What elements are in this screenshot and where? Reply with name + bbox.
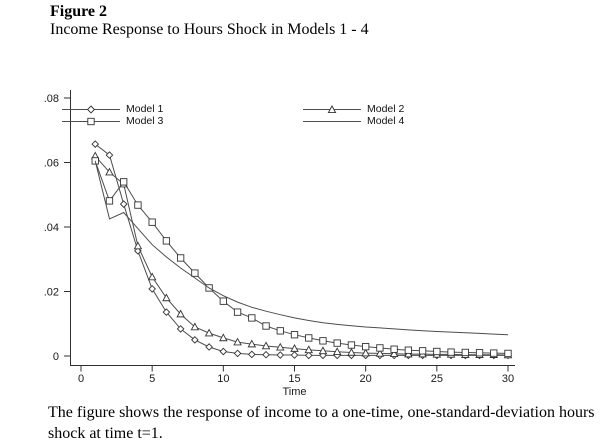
svg-text:15: 15 bbox=[288, 373, 301, 385]
svg-text:20: 20 bbox=[359, 373, 372, 385]
legend-item-model-4 bbox=[303, 116, 404, 126]
series-model-2 bbox=[92, 152, 512, 357]
legend-item-model-3 bbox=[62, 116, 163, 126]
svg-text:0: 0 bbox=[52, 351, 59, 363]
svg-text:10: 10 bbox=[217, 373, 230, 385]
square-marker-icon bbox=[62, 117, 120, 126]
svg-text:5: 5 bbox=[149, 373, 156, 385]
x-axis-label: Time bbox=[282, 386, 307, 398]
series-model-4 bbox=[95, 161, 508, 335]
svg-text:.08: .08 bbox=[43, 93, 59, 105]
triangle-marker-icon bbox=[303, 105, 361, 114]
figure-caption: The figure shows the response of income to a one-time, one-standard-deviation hours shock at time t=1. bbox=[48, 404, 595, 442]
plain-line-icon bbox=[303, 117, 361, 126]
chart-plot-area bbox=[0, 50, 600, 400]
figure-title: Income Response to Hours Shock in Models 1 - 4 bbox=[50, 21, 369, 38]
legend-label-model-2: Model 2 bbox=[367, 103, 405, 115]
legend-label-model-4: Model 4 bbox=[367, 115, 405, 127]
x-axis-ticks bbox=[78, 366, 514, 399]
svg-text:0: 0 bbox=[77, 373, 85, 385]
legend-item-model-1 bbox=[62, 104, 163, 114]
line-chart bbox=[0, 50, 600, 400]
svg-text:.02: .02 bbox=[43, 286, 59, 299]
svg-text:.06: .06 bbox=[43, 157, 59, 170]
figure-label: Figure 2 bbox=[50, 3, 108, 20]
y-axis-ticks bbox=[44, 93, 70, 363]
series-model-3 bbox=[92, 158, 511, 357]
series-model-1 bbox=[92, 141, 511, 359]
legend-item-model-2 bbox=[303, 104, 404, 114]
svg-text:.04: .04 bbox=[43, 222, 59, 234]
svg-text:25: 25 bbox=[430, 373, 443, 385]
legend-label-model-3: Model 3 bbox=[126, 115, 164, 127]
diamond-marker-icon bbox=[62, 105, 120, 114]
svg-text:30: 30 bbox=[501, 373, 515, 385]
legend-label-model-1: Model 1 bbox=[126, 103, 164, 115]
